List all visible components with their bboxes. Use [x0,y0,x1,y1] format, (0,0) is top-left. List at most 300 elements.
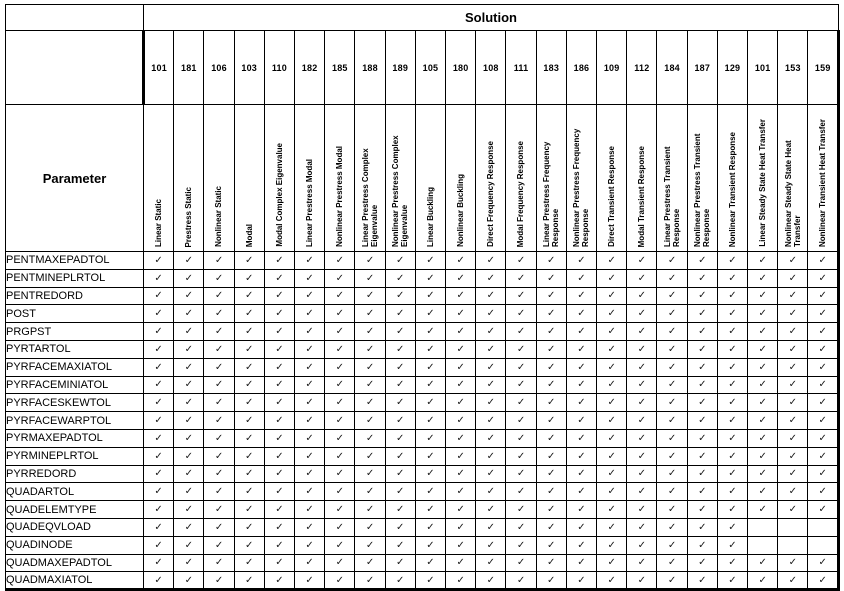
checkmark-icon: ✓ [214,539,224,551]
checkmark-icon: ✓ [305,361,314,373]
checkmark-icon: ✓ [698,432,707,444]
table-row [6,429,839,447]
solution-label: Modal [244,223,254,247]
vertical-label-wrap [748,105,777,251]
vertical-label-wrap [476,105,505,251]
checkmark-icon: ✓ [214,486,224,498]
checkmark-icon: ✓ [396,468,405,480]
check-cell [144,323,174,341]
matrix-body [6,252,839,590]
check-cell [717,394,747,412]
solution-code-181: 181 [174,31,204,105]
check-cell [717,501,747,519]
check-cell [657,340,687,358]
solution-code-108: 108 [476,31,506,105]
check-cell [717,376,747,394]
check-cell [446,323,476,341]
solution-label: Linear Prestress Transient Response [662,146,682,247]
checkmark-icon: ✓ [396,326,405,338]
check-cell [566,358,596,376]
check-cell [536,501,566,519]
checkmark-icon: ✓ [305,557,314,569]
check-cell [446,376,476,394]
checkmark-icon: ✓ [788,468,798,480]
checkmark-icon: ✓ [698,521,707,533]
check-cell [355,412,385,430]
checkmark-icon: ✓ [547,450,556,462]
check-cell [506,252,536,270]
check-cell [566,483,596,501]
check-cell [325,465,355,483]
solution-code-105: 105 [415,31,445,105]
checkmark-icon: ✓ [305,308,314,320]
checkmark-icon: ✓ [275,504,284,516]
check-cell [295,287,325,305]
checkmark-icon: ✓ [577,361,586,373]
solution-label-cell [446,105,476,252]
check-cell [597,358,627,376]
checkmark-icon: ✓ [365,468,375,480]
checkmark-icon: ✓ [214,574,224,586]
checkmark-icon: ✓ [214,432,224,444]
checkmark-icon: ✓ [305,415,314,427]
check-cell [325,287,355,305]
checkmark-icon: ✓ [728,450,737,462]
checkmark-icon: ✓ [214,254,224,266]
checkmark-icon: ✓ [335,272,345,284]
checkmark-icon: ✓ [637,343,647,355]
checkmark-icon: ✓ [728,415,737,427]
check-cell [717,536,747,554]
checkmark-icon: ✓ [426,361,435,373]
check-cell [325,376,355,394]
table-row [6,340,839,358]
checkmark-icon: ✓ [184,539,193,551]
checkmark-icon: ✓ [698,361,707,373]
checkmark-icon: ✓ [335,343,345,355]
checkmark-icon: ✓ [667,290,677,302]
checkmark-icon: ✓ [788,361,798,373]
checkmark-icon: ✓ [275,486,284,498]
checkmark-icon: ✓ [577,397,586,409]
checkmark-icon: ✓ [486,379,496,391]
checkmark-icon: ✓ [667,361,677,373]
checkmark-icon: ✓ [818,326,827,338]
check-cell [144,394,174,412]
checkmark-icon: ✓ [547,468,556,480]
check-cell [566,412,596,430]
check-cell [204,465,234,483]
check-cell [657,358,687,376]
check-cell [295,394,325,412]
check-cell [144,429,174,447]
solution-code-188: 188 [355,31,385,105]
check-cell [264,394,294,412]
checkmark-icon: ✓ [456,254,465,266]
checkmark-icon: ✓ [365,450,375,462]
checkmark-icon: ✓ [667,326,677,338]
check-cell [325,252,355,270]
checkmark-icon: ✓ [486,557,496,569]
check-cell [446,429,476,447]
checkmark-icon: ✓ [456,397,465,409]
check-cell [325,447,355,465]
checkmark-icon: ✓ [516,397,526,409]
check-cell [325,412,355,430]
check-cell [415,501,445,519]
check-cell [717,252,747,270]
checkmark-icon: ✓ [365,272,375,284]
checkmark-icon: ✓ [214,379,224,391]
checkmark-icon: ✓ [456,308,465,320]
checkmark-icon: ✓ [788,486,798,498]
check-cell [506,305,536,323]
parameter-name: QUADMAXEPADTOL [6,554,144,572]
solution-label: Linear Prestress Frequency Response [542,141,561,247]
checkmark-icon: ✓ [637,379,647,391]
checkmark-icon: ✓ [577,290,586,302]
checkmark-icon: ✓ [426,326,435,338]
checkmark-icon: ✓ [607,415,616,427]
checkmark-icon: ✓ [365,557,375,569]
check-cell [234,447,264,465]
check-cell [808,483,839,501]
solution-label-cell [808,105,839,252]
checkmark-icon: ✓ [486,326,496,338]
solution-code-153: 153 [778,31,808,105]
vertical-label-wrap [265,105,294,251]
check-cell [657,536,687,554]
checkmark-icon: ✓ [637,450,647,462]
parameter-name: PENTREDORD [6,287,144,305]
check-cell [144,554,174,572]
vertical-label-wrap [506,105,535,251]
checkmark-icon: ✓ [547,432,556,444]
checkmark-icon: ✓ [667,504,677,516]
check-cell [415,287,445,305]
solution-label: Linear Prestress Complex Eigenvalue [360,148,380,247]
table-row [6,269,839,287]
table-row [6,376,839,394]
check-cell [597,394,627,412]
checkmark-icon: ✓ [245,379,254,391]
check-cell [234,518,264,536]
check-cell [687,483,717,501]
checkmark-icon: ✓ [335,415,345,427]
checkmark-icon: ✓ [245,361,254,373]
check-cell [627,518,657,536]
check-cell [355,447,385,465]
checkmark-icon: ✓ [305,468,314,480]
check-cell [657,252,687,270]
checkmark-icon: ✓ [698,397,707,409]
checkmark-icon: ✓ [154,432,163,444]
checkmark-icon: ✓ [637,361,647,373]
check-cell [627,358,657,376]
check-cell [264,465,294,483]
checkmark-icon: ✓ [426,272,435,284]
checkmark-icon: ✓ [396,557,405,569]
check-cell [385,287,415,305]
checkmark-icon: ✓ [456,574,465,586]
vertical-label-wrap [416,105,445,251]
check-cell [476,340,506,358]
check-cell [385,572,415,590]
check-cell [748,572,778,590]
empty-cell [748,536,778,554]
checkmark-icon: ✓ [516,432,526,444]
checkmark-icon: ✓ [365,343,375,355]
check-cell [174,340,204,358]
check-cell [808,287,839,305]
checkmark-icon: ✓ [426,308,435,320]
table-row [6,483,839,501]
check-cell [325,572,355,590]
checkmark-icon: ✓ [577,450,586,462]
checkmark-icon: ✓ [396,574,405,586]
checkmark-icon: ✓ [214,450,224,462]
checkmark-icon: ✓ [275,272,284,284]
checkmark-icon: ✓ [818,557,827,569]
check-cell [355,536,385,554]
checkmark-icon: ✓ [698,450,707,462]
checkmark-icon: ✓ [516,254,526,266]
checkmark-icon: ✓ [486,308,496,320]
check-cell [355,323,385,341]
checkmark-icon: ✓ [275,397,284,409]
check-cell [717,518,747,536]
parameter-name: QUADELEMTYPE [6,501,144,519]
vertical-label-wrap [386,105,415,251]
checkmark-icon: ✓ [818,397,827,409]
checkmark-icon: ✓ [667,468,677,480]
checkmark-icon: ✓ [607,308,616,320]
checkmark-icon: ✓ [577,326,586,338]
checkmark-icon: ✓ [728,326,737,338]
check-cell [264,447,294,465]
checkmark-icon: ✓ [547,361,556,373]
checkmark-icon: ✓ [245,272,254,284]
checkmark-icon: ✓ [456,326,465,338]
solution-code-101: 101 [144,31,174,105]
check-cell [446,305,476,323]
checkmark-icon: ✓ [758,486,767,498]
solution-label-cell [687,105,717,252]
check-cell [566,572,596,590]
check-cell [264,287,294,305]
check-cell [476,501,506,519]
check-cell [536,536,566,554]
check-cell [295,269,325,287]
checkmark-icon: ✓ [456,272,465,284]
checkmark-icon: ✓ [577,468,586,480]
check-cell [234,483,264,501]
checkmark-icon: ✓ [396,450,405,462]
check-cell [476,323,506,341]
check-cell [415,269,445,287]
checkmark-icon: ✓ [698,415,707,427]
check-cell [627,269,657,287]
checkmark-icon: ✓ [426,343,435,355]
checkmark-icon: ✓ [698,326,707,338]
checkmark-icon: ✓ [547,254,556,266]
checkmark-icon: ✓ [607,432,616,444]
checkmark-icon: ✓ [154,254,163,266]
checkmark-icon: ✓ [547,272,556,284]
check-cell [597,287,627,305]
check-cell [355,269,385,287]
checkmark-icon: ✓ [275,290,284,302]
checkmark-icon: ✓ [818,450,827,462]
checkmark-icon: ✓ [667,308,677,320]
solution-label: Nonlinear Transient Heat Transfer [818,118,828,247]
check-cell [264,536,294,554]
checkmark-icon: ✓ [637,539,647,551]
check-cell [657,287,687,305]
check-cell [597,483,627,501]
checkmark-icon: ✓ [426,468,435,480]
checkmark-icon: ✓ [365,486,375,498]
solution-code-184: 184 [657,31,687,105]
check-cell [415,483,445,501]
checkmark-icon: ✓ [245,397,254,409]
check-cell [144,447,174,465]
check-cell [748,287,778,305]
checkmark-icon: ✓ [577,557,586,569]
check-cell [566,376,596,394]
checkmark-icon: ✓ [396,308,405,320]
checkmark-icon: ✓ [154,326,163,338]
check-cell [234,269,264,287]
checkmark-icon: ✓ [818,432,827,444]
check-cell [717,412,747,430]
table-row [6,447,839,465]
check-cell [174,305,204,323]
solution-label-cell [627,105,657,252]
check-cell [687,572,717,590]
check-cell [204,429,234,447]
check-cell [446,465,476,483]
check-cell [355,554,385,572]
check-cell [627,340,657,358]
check-cell [536,376,566,394]
checkmark-icon: ✓ [516,379,526,391]
check-cell [687,554,717,572]
check-cell [627,554,657,572]
solution-label-cell [717,105,747,252]
checkmark-icon: ✓ [667,450,677,462]
checkmark-icon: ✓ [154,574,163,586]
checkmark-icon: ✓ [486,574,496,586]
check-cell [355,572,385,590]
checkmark-icon: ✓ [275,415,284,427]
check-cell [627,483,657,501]
checkmark-icon: ✓ [516,290,526,302]
checkmark-icon: ✓ [245,504,254,516]
checkmark-icon: ✓ [577,432,586,444]
checkmark-icon: ✓ [607,343,616,355]
checkmark-icon: ✓ [305,254,314,266]
check-cell [476,483,506,501]
checkmark-icon: ✓ [305,343,314,355]
check-cell [657,554,687,572]
solution-banner-row [6,5,839,31]
checkmark-icon: ✓ [607,557,616,569]
checkmark-icon: ✓ [577,574,586,586]
parameter-name: PYRFACEMINIATOL [6,376,144,394]
check-cell [506,518,536,536]
check-cell [174,465,204,483]
checkmark-icon: ✓ [214,468,224,480]
checkmark-icon: ✓ [607,397,616,409]
solution-label: Linear Buckling [425,186,435,247]
checkmark-icon: ✓ [788,504,798,516]
checkmark-icon: ✓ [607,450,616,462]
check-cell [144,358,174,376]
table-row [6,305,839,323]
table-row [6,465,839,483]
checkmark-icon: ✓ [154,450,163,462]
check-cell [506,358,536,376]
checkmark-icon: ✓ [396,272,405,284]
checkmark-icon: ✓ [486,290,496,302]
checkmark-icon: ✓ [275,521,284,533]
checkmark-icon: ✓ [758,432,767,444]
check-cell [144,536,174,554]
checkmark-icon: ✓ [818,379,827,391]
checkmark-icon: ✓ [245,415,254,427]
table-row [6,394,839,412]
check-cell [385,323,415,341]
check-cell [385,554,415,572]
checkmark-icon: ✓ [396,539,405,551]
check-cell [597,412,627,430]
check-cell [295,323,325,341]
checkmark-icon: ✓ [365,326,375,338]
solution-label-cell [325,105,355,252]
checkmark-icon: ✓ [637,557,647,569]
check-cell [415,376,445,394]
empty-cell [778,518,808,536]
table-row [6,412,839,430]
check-cell [144,340,174,358]
check-cell [415,305,445,323]
solution-code-189: 189 [385,31,415,105]
checkmark-icon: ✓ [637,468,647,480]
check-cell [476,269,506,287]
solution-code-183: 183 [536,31,566,105]
checkmark-icon: ✓ [486,343,496,355]
check-cell [657,376,687,394]
check-cell [778,252,808,270]
check-cell [597,429,627,447]
checkmark-icon: ✓ [637,432,647,444]
check-cell [415,358,445,376]
solution-label: Linear Prestress Modal [305,158,315,247]
solution-label-cell [264,105,294,252]
checkmark-icon: ✓ [667,397,677,409]
checkmark-icon: ✓ [698,557,707,569]
checkmark-icon: ✓ [365,361,375,373]
check-cell [536,252,566,270]
vertical-label-wrap [808,105,837,251]
parameter-name: PYRFACEWARPTOL [6,412,144,430]
checkmark-icon: ✓ [516,557,526,569]
checkmark-icon: ✓ [426,379,435,391]
parameter-name: POST [6,305,144,323]
check-cell [657,323,687,341]
parameter-name: PENTMINEPLRTOL [6,269,144,287]
